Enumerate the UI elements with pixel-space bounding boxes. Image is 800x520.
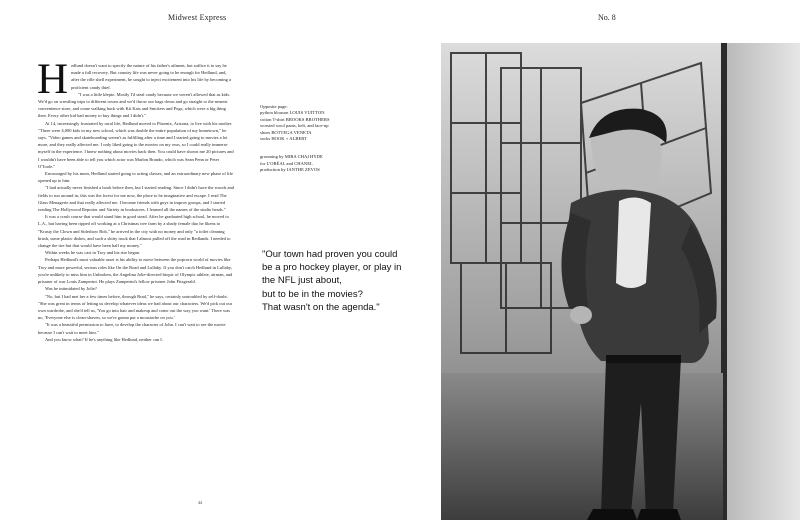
article-paragraph: "I had actually never finished a book before then, but I started reading. Since I didn't have the woods and fields to run around in, this was the forest for me now, the place to be imaginative and escape. I read The Glass Menagerie and that really affected me. I became friends with guys in improv groups, and I started reading The Hollywood Reporter and Variety in bookstores. I learned all the names of the studio heads." bbox=[38, 185, 234, 213]
article-paragraph: Within weeks he was cast in Troy and his rise began. bbox=[45, 250, 141, 256]
pull-quote-line: the NFL just about, bbox=[262, 275, 342, 287]
credit-line: python blouson LOUIS VUITTON bbox=[260, 110, 325, 116]
portrait-photo bbox=[441, 43, 800, 520]
credit-line: Opposite page: bbox=[260, 104, 288, 109]
credit-line: cotton T-shirt BROOKS BROTHERS bbox=[260, 116, 330, 122]
issue-number: No. 8 bbox=[598, 13, 616, 22]
article-paragraph: "No, but I had met her a few times before, through Brad," he says, certainly untroubled by self-doubt. "She was great in terms of letting us develop whatever ideas we had about our characters. We'd pick out our own wardrobe, and she'd tell us, 'You go into hair and makeup and come out the way you want.' There was no, 'Everyone else is clean-shaven, so we're gonna put a moustache on you.' bbox=[38, 293, 233, 321]
article-paragraph: And you know what? If he's anything like Hedlund, neither can I. bbox=[45, 336, 163, 342]
article-paragraph: Was he intimidated by Jolie? bbox=[45, 286, 97, 292]
pull-quote-line: but to be in the movies? bbox=[262, 288, 363, 300]
article-paragraph: "It was a beautiful permission to have, to develop the character of John. I can't wait to see the movie because I can't wait to meet him." bbox=[38, 322, 226, 335]
article-paragraph: At 14, increasingly frustrated by rural life, Hedlund moved to Phoenix, Arizona, to live with his mother. "There were 4,000 kids in my new school, which was double the entire population of my hometown," he says. "Video games and skateboarding weren't as fulfilling after a time and I started going to movies a lot more, and they really affected me. I only liked going to the movies on my own, so I could really immerse myself in the experience. I knew nothing about movies back then. You could have shown me 20 pictures and I wouldn't have been able to tell you which actor was Marlon Brando, which was Sean Penn or Peter O'Toole." bbox=[38, 120, 234, 169]
credit-line: socks HOOK + ALBERT bbox=[260, 136, 307, 142]
credit-line: worsted wool pants, belt, and lace-up bbox=[260, 123, 329, 129]
magazine-name: Midwest Express bbox=[168, 13, 227, 22]
article-paragraph: Encouraged by his mom, Hedlund started going to acting classes, and an extraordinary new phase of life opened up to him. bbox=[38, 171, 233, 184]
article-paragraph: It was a crash course that would stand him in good stead. After he graduated high school, he moved to L.A., but having been ripped off working at a Christmas tree farm by a shady female duo he likens to "Krusty the Clown and Sideshow Bob," he arrived in the city with no money and only "a toilet cleaning brush, some plastic dishes, and such a shitty truck that I almost pulled off the road in Redlands. I needed to change the tire but that would have been half my money." bbox=[38, 214, 231, 249]
credit-line: for L'ORÉAL and CHANEL bbox=[260, 160, 313, 166]
article-paragraph: "I was a little klepto. Mostly I'd steal candy because we weren't allowed that as kids. We'd go on wrestling trips to different towns and we'd throw our bags down and go straight to the nearest convenience store, and come walking back with Kit Kats and Snickers and Pogs, which were a big thing then. Every other kid had money to buy things and I didn't." bbox=[38, 91, 231, 119]
pull-quote-line: That wasn't on the agenda." bbox=[262, 301, 380, 313]
drop-cap: H bbox=[37, 56, 69, 103]
article-paragraph: Perhaps Hedlund's most valuable asset is his ability to move between the popcorn world of movies like Troy and more powerful, serious roles like On the Road and Lullaby. If you don't catch Hedlund in Lullaby, you're unlikely to miss him in Unbroken, the Angelina Jolie-directed biopic of Olympic athlete, airman, and prisoner of war Louis Zamperini. He plays Zamperini's fellow prisoner John Fitzgerald. bbox=[38, 257, 233, 285]
portrait-photo-illustration bbox=[441, 43, 800, 520]
credit-line: grooming by MIRA CHAI HYDE bbox=[260, 154, 323, 160]
page-number: 44 bbox=[198, 500, 202, 505]
pull-quote-line: be a pro hockey player, or play in bbox=[262, 262, 402, 274]
credit-line: shoes BOTTEGA VENETA bbox=[260, 129, 312, 135]
article-body bbox=[37, 56, 234, 343]
pull-quote-line: "Our town had proven you could bbox=[262, 249, 398, 260]
pull-quote bbox=[262, 248, 412, 314]
article-paragraph-1: Hedlund doesn't want to specify the nature of his father's ailment, but suffice it to say he made a full recovery. But country life was never going to be enough for Hedlund, and, after the rifle shell experiment, he sought to inject excitement into his life by becoming a proficient candy thief. bbox=[37, 56, 232, 103]
credit-line: production by IANTHE ZEVOS bbox=[260, 167, 320, 173]
photo-credits bbox=[260, 104, 370, 174]
